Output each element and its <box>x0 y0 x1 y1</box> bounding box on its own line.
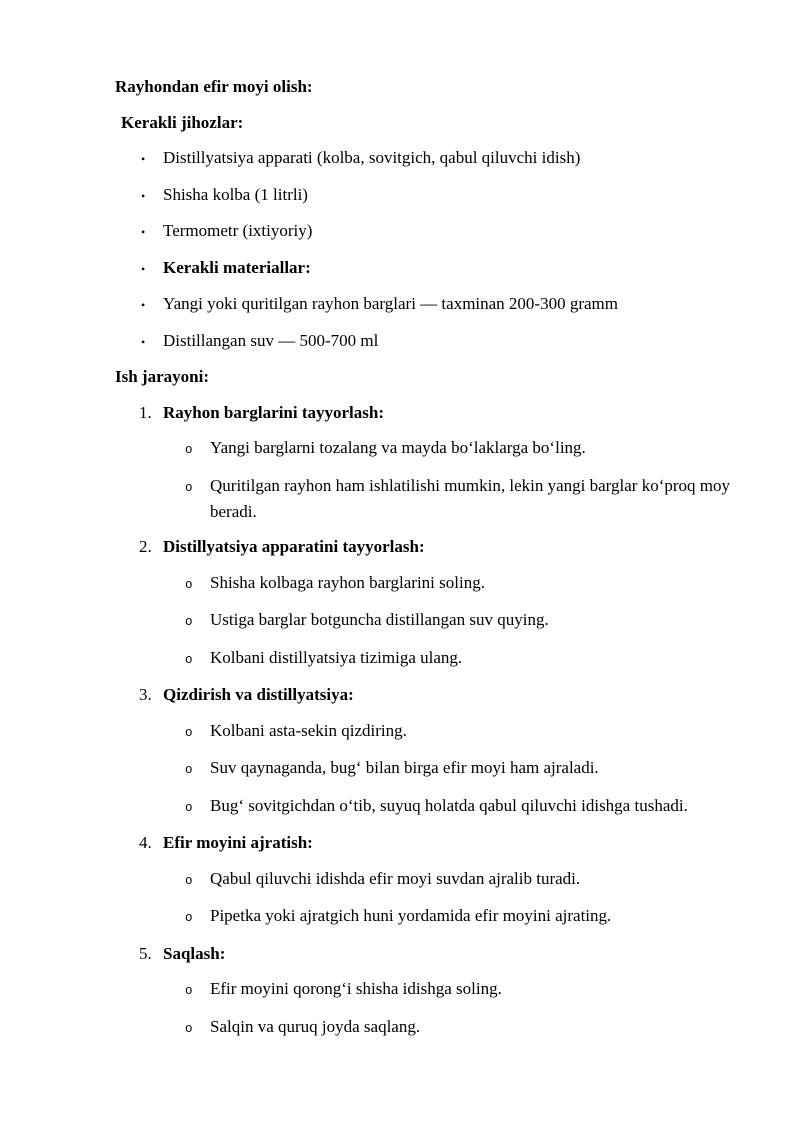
circle-bullet-icon: o <box>185 873 193 888</box>
document-title: Rayhondan efir moyi olish: <box>115 77 313 96</box>
substep-text: Suv qaynaganda, bug‘ bilan birga efir moyi ham ajraladi. <box>210 758 599 777</box>
circle-bullet-icon: o <box>185 652 193 667</box>
circle-bullet-icon: o <box>185 480 193 495</box>
substep-item <box>115 1014 745 1042</box>
step-number: 3. <box>139 685 152 704</box>
substep-text: Efir moyini qorong‘i shisha idishga soling. <box>210 979 502 998</box>
substep-item <box>115 903 745 931</box>
section-heading-equipment: Kerakli jihozlar: <box>121 112 244 132</box>
step-item <box>115 400 745 525</box>
bullet-icon: • <box>141 298 146 312</box>
step-title: Efir moyini ajratish: <box>163 833 313 852</box>
circle-bullet-icon: o <box>185 984 193 998</box>
circle-bullet-icon: o <box>185 725 193 740</box>
step-header <box>115 534 745 560</box>
substep-text: Yangi barglarni tozalang va mayda bo‘laklarga bo‘ling. <box>210 438 586 457</box>
step-title: Distillyatsiya apparatini tayyorlash: <box>163 537 425 556</box>
bullet-icon: • <box>141 188 146 203</box>
list-item <box>115 291 745 318</box>
substep-item <box>115 435 745 463</box>
bullet-icon: • <box>141 152 146 166</box>
step-number: 5. <box>139 943 152 963</box>
substep-text: Salqin va quruq joyda saqlang. <box>210 1016 421 1036</box>
list-item-text: Yangi yoki quritilgan rayhon barglari — taxminan 200-300 gramm <box>163 294 618 313</box>
circle-bullet-icon: o <box>185 763 193 777</box>
list-item <box>115 145 745 172</box>
list-item-text: Termometr (ixtiyoriy) <box>163 221 313 240</box>
list-item-text: Distillangan suv — 500-700 ml <box>163 330 379 350</box>
bullet-icon: • <box>141 334 146 349</box>
circle-bullet-icon: o <box>185 577 193 592</box>
step-header <box>115 400 745 426</box>
substep-item <box>115 645 745 673</box>
list-item <box>115 255 745 282</box>
step-title: Qizdirish va distillyatsiya: <box>163 685 354 704</box>
bullet-icon: • <box>141 261 146 276</box>
substep-text: Kolbani asta-sekin qizdiring. <box>210 720 407 740</box>
bullet-icon: • <box>141 225 146 239</box>
step-header <box>115 682 745 708</box>
section-heading-process: Ish jarayoni: <box>115 367 209 386</box>
step-item <box>115 830 745 931</box>
step-header <box>115 830 745 856</box>
list-item <box>115 328 745 355</box>
circle-bullet-icon: o <box>185 800 193 815</box>
step-item <box>115 682 745 821</box>
substep-item <box>115 755 745 783</box>
substep-text: Ustiga barglar botguncha distillangan suv quying. <box>210 610 549 629</box>
list-item-text: Distillyatsiya apparati (kolba, sovitgich, qabul qiluvchi idish) <box>163 148 581 167</box>
step-title: Saqlash: <box>163 943 226 963</box>
step-number: 4. <box>139 833 152 852</box>
substep-item <box>115 866 745 894</box>
substep-text: Pipetka yoki ajratgich huni yordamida efir moyini ajrating. <box>210 906 612 925</box>
substep-item <box>115 570 745 598</box>
step-item <box>115 534 745 673</box>
substep-item <box>115 976 745 1004</box>
list-item-text: Kerakli materiallar: <box>163 257 311 277</box>
substep-text: Quritilgan rayhon ham ishlatilishi mumkin, lekin yangi barglar ko‘proq moy beradi. <box>210 475 730 521</box>
step-title: Rayhon barglarini tayyorlash: <box>163 402 385 422</box>
substep-text: Qabul qiluvchi idishda efir moyi suvdan ajralib turadi. <box>210 868 581 888</box>
step-number: 1. <box>139 402 152 422</box>
substep-text: Kolbani distillyatsiya tizimiga ulang. <box>210 647 463 667</box>
circle-bullet-icon: o <box>185 911 193 925</box>
circle-bullet-icon: o <box>185 615 193 629</box>
steps-list <box>115 400 745 1042</box>
substep-item <box>115 473 745 525</box>
equipment-list <box>115 145 745 355</box>
substep-text: Shisha kolbaga rayhon barglarini soling. <box>210 572 485 592</box>
substep-item <box>115 718 745 746</box>
circle-bullet-icon: o <box>185 1021 193 1036</box>
step-number: 2. <box>139 537 152 556</box>
list-item-text: Shisha kolba (1 litrli) <box>163 184 308 204</box>
substep-item <box>115 793 745 821</box>
step-header <box>115 941 745 967</box>
list-item <box>115 182 745 209</box>
substep-text: Bug‘ sovitgichdan o‘tib, suyuq holatda qabul qiluvchi idishga tushadi. <box>210 795 688 815</box>
list-item <box>115 218 745 245</box>
substep-item <box>115 607 745 635</box>
circle-bullet-icon: o <box>185 443 193 457</box>
step-item <box>115 941 745 1042</box>
